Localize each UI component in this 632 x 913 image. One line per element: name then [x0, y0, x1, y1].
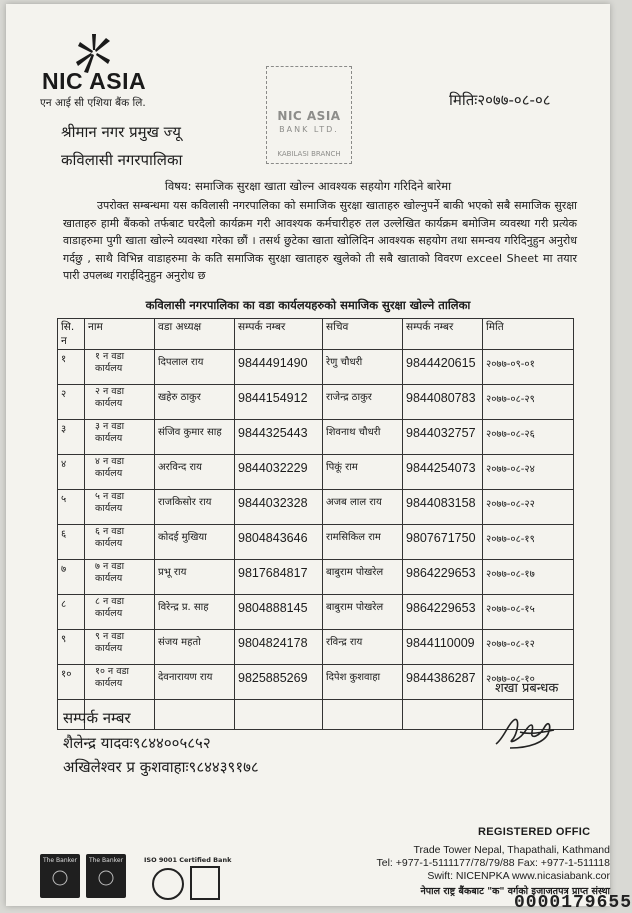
serial-number: 0000179655: [514, 893, 632, 913]
cell-office: ७ न वडा कार्यलय: [85, 560, 155, 595]
ukas-icon: [190, 866, 220, 900]
cell-office: ४ न वडा कार्यलय: [85, 455, 155, 490]
table-row: [58, 385, 574, 420]
banker-award-badge-1: The Banker: [40, 854, 80, 898]
letter-subject: विषय: समाजिक सुरक्षा खाता खोल्न आवश्यक सहयोग गरिदिने बारेमा: [164, 179, 452, 193]
cell-serial: ७: [58, 560, 85, 595]
header-contact: सम्पर्क नम्बर: [235, 319, 323, 350]
contact-line-2: अखिलेश्वर प्र कुशवाहाः९८४४३९१७८: [63, 758, 259, 776]
cell-date: २०७७-०८-२२: [483, 490, 574, 525]
cell-serial: ९: [58, 630, 85, 665]
cell-chairperson: विरेन्द्र प्र. साह: [155, 595, 235, 630]
contact-line-1: शैलेन्द्र यादवः९८४४००५८५२: [63, 734, 211, 752]
contact-heading: सम्पर्क नम्बर: [63, 709, 131, 727]
registered-address: Trade Tower Nepal, Thapathali, Kathmand: [413, 844, 610, 856]
signature-icon: [490, 710, 562, 754]
recipient-line-1: श्रीमान नगर प्रमुख ज्यू: [61, 123, 181, 141]
cell-chairperson: देवनारायण राय: [155, 665, 235, 700]
cell-chairperson: खहेरु ठाकुर: [155, 385, 235, 420]
cell-secretary-contact: 9844420615: [403, 350, 483, 385]
cell-chair-contact: 9825885269: [235, 665, 323, 700]
cell-chairperson: संजय महतो: [155, 630, 235, 665]
letter-body: उपरोक्त सम्बन्धमा यस कविलासी नगरपालिका को समाजिक सुरक्षा खाताहरु खोल्नुपर्ने बाकी भएको सबै समाजिक सुरक्षा खाताहरु हामी बैंकको तर्फबाट घरदैलो कार्यक्रम गरी आवश्यक कर्मचारीहरु तल उल्लेखित कार्यक्रम बमोजिम व्यवस्था गरी प्रत्येक वाडाहरुमा पुगी खाता खोल्ने व्यवस्था गरेका छौं । तसर्थ छुटेका खाता खोलिदिन आवश्यक सहयोग तथा समन्वय गरिदिनुहुन अनुरोध गर्दछु , साथै विभिन्न वाडाहरुमा के कति समाजिक सुरक्षा खाताहरु खुलेको ती सबै खाताको विवरण exceel Sheet मा तयार पारी उपलब्ध गराईदिनुहुन अनुरोध छ: [63, 199, 577, 283]
cell-secretary: दिपेश कुशवाहा: [323, 665, 403, 700]
cell-date: २०७७-०८-१५: [483, 595, 574, 630]
cell-date: २०७७-०८-१७: [483, 560, 574, 595]
cell-secretary: रामसिकिल राम: [323, 525, 403, 560]
cell-secretary-contact: 9844110009: [403, 630, 483, 665]
cell-date: २०७७-०८-१२: [483, 630, 574, 665]
cell-serial: ५: [58, 490, 85, 525]
stamp-line-2: BANK LTD.: [279, 125, 339, 134]
cell-chairperson: कोदई मुखिया: [155, 525, 235, 560]
cell-secretary: अजब लाल राय: [323, 490, 403, 525]
cell-date: २०७७-०९-०१: [483, 350, 574, 385]
cell-serial: ४: [58, 455, 85, 490]
cell-office: १० न वडा कार्यलय: [85, 665, 155, 700]
cell-chair-contact: 9844032328: [235, 490, 323, 525]
header-serial: सि. न: [58, 319, 85, 350]
header-contact-2: सम्पर्क नम्बर: [403, 319, 483, 350]
registered-swift-web: Swift: NICENPKA www.nicasiabank.cor: [427, 870, 610, 882]
cell-chair-contact: 9844491490: [235, 350, 323, 385]
header-secretary: सचिव: [323, 319, 403, 350]
cell-secretary-contact: 9844080783: [403, 385, 483, 420]
table-row: [58, 420, 574, 455]
cell-serial: १०: [58, 665, 85, 700]
letter-page: [6, 4, 632, 913]
cell-office: १ न वडा कार्यलय: [85, 350, 155, 385]
letter-date: मितिः२०७७-०८-०८: [449, 91, 551, 109]
cell-chairperson: अरविन्द राय: [155, 455, 235, 490]
cell-chair-contact: 9844032229: [235, 455, 323, 490]
cell-secretary: रविन्द्र राय: [323, 630, 403, 665]
iso-label: ISO 9001 Certified Bank: [144, 856, 232, 864]
cell-chair-contact: 9817684817: [235, 560, 323, 595]
cell-chair-contact: 9804888145: [235, 595, 323, 630]
cell-secretary: रेणु चौधरी: [323, 350, 403, 385]
cell-chair-contact: 9804843646: [235, 525, 323, 560]
cell-office: ३ न वडा कार्यलय: [85, 420, 155, 455]
table-row: [58, 490, 574, 525]
cell-serial: २: [58, 385, 85, 420]
registered-office-heading: REGISTERED OFFIC: [478, 826, 591, 838]
iso-certification-icon: [152, 868, 184, 900]
cell-secretary-contact: 9807671750: [403, 525, 483, 560]
cell-secretary: बाबुराम पोखरेल: [323, 560, 403, 595]
cell-chairperson: संजिव कुमार साह: [155, 420, 235, 455]
cell-chairperson: राजकिसोर राय: [155, 490, 235, 525]
award-icon: [96, 868, 116, 888]
recipient-line-2: कविलासी नगरपालिका: [61, 151, 183, 169]
cell-secretary: पिकूं राम: [323, 455, 403, 490]
cell-chairperson: प्रभू राय: [155, 560, 235, 595]
cell-secretary: बाबुराम पोखरेल: [323, 595, 403, 630]
cell-serial: ८: [58, 595, 85, 630]
header-chairperson: वडा अध्यक्ष: [155, 319, 235, 350]
stamp-line-3: KABILASI BRANCH: [277, 150, 341, 158]
cell-secretary-contact: 9844386287: [403, 665, 483, 700]
stamp-line-1: NIC ASIA: [277, 109, 341, 123]
table-row: [58, 595, 574, 630]
branch-stamp: [266, 66, 352, 164]
license-note: नेपाल राष्ट्र बैंकबाट "क" वर्गको इजाजतपत्र प्राप्त संस्था: [420, 886, 610, 897]
cell-secretary-contact: 9844083158: [403, 490, 483, 525]
cell-date: २०७७-०८-२४: [483, 455, 574, 490]
award-icon: [50, 868, 70, 888]
cell-date: २०७७-०८-२९: [483, 385, 574, 420]
bank-name: NIC ASIA: [42, 68, 147, 94]
cell-serial: १: [58, 350, 85, 385]
cell-secretary-contact: 9844032757: [403, 420, 483, 455]
table-title: कविलासी नगरपालिका का वडा कार्यलयहरुको समाजिक सुरक्षा खोल्ने तालिका: [145, 298, 471, 312]
cell-date: २०७७-०८-२६: [483, 420, 574, 455]
table-row: [58, 630, 574, 665]
cell-serial: ६: [58, 525, 85, 560]
cell-secretary-contact: 9864229653: [403, 595, 483, 630]
table-row: [58, 455, 574, 490]
cell-secretary: शिवनाथ चौधरी: [323, 420, 403, 455]
cell-secretary: राजेन्द्र ठाकुर: [323, 385, 403, 420]
cell-chair-contact: 9844154912: [235, 385, 323, 420]
table-row: [58, 560, 574, 595]
ward-schedule-table: [57, 318, 574, 730]
cell-chair-contact: 9844325443: [235, 420, 323, 455]
bank-tagline: एन आई सी एशिया बैंक लि.: [40, 97, 146, 109]
branch-manager-label: शखा प्रबन्धक: [495, 681, 559, 696]
table-row: [58, 525, 574, 560]
cell-office: ९ न वडा कार्यलय: [85, 630, 155, 665]
cell-office: ८ न वडा कार्यलय: [85, 595, 155, 630]
cell-date: २०७७-०८-१०: [483, 665, 574, 700]
cell-chairperson: दिपलाल राय: [155, 350, 235, 385]
registered-phone: Tel: +977-1-5111177/78/79/88 Fax: +977-1-511118: [376, 857, 610, 869]
cell-date: २०७७-०८-१९: [483, 525, 574, 560]
cell-secretary-contact: 9844254073: [403, 455, 483, 490]
table-header-row: [58, 319, 574, 350]
table-row: [58, 350, 574, 385]
header-name: नाम: [85, 319, 155, 350]
cell-serial: ३: [58, 420, 85, 455]
header-date: मिति: [483, 319, 574, 350]
cell-secretary-contact: 9864229653: [403, 560, 483, 595]
cell-office: ५ न वडा कार्यलय: [85, 490, 155, 525]
cell-office: ६ न वडा कार्यलय: [85, 525, 155, 560]
cell-chair-contact: 9804824178: [235, 630, 323, 665]
cell-office: २ न वडा कार्यलय: [85, 385, 155, 420]
banker-award-badge-2: The Banker: [86, 854, 126, 898]
